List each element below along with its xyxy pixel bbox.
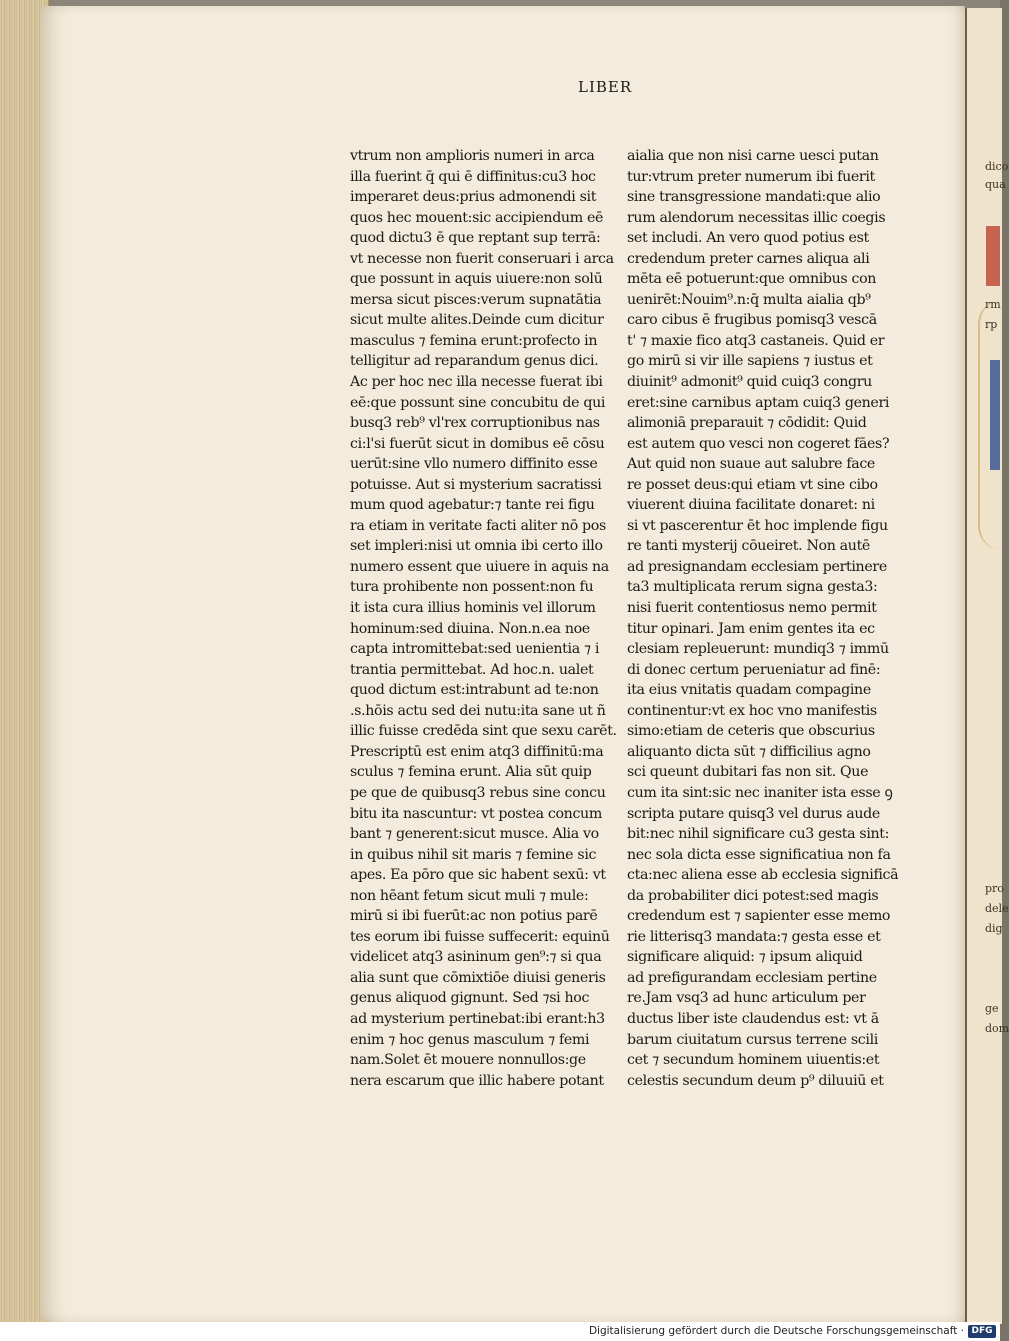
text-line: imperaret deus:prius admonendi sit	[350, 189, 597, 206]
text-line: simo:etiam de ceteris que obscurius	[627, 723, 875, 740]
text-line: Ac per hoc nec illa necesse fuerat ibi	[350, 374, 603, 391]
text-line: rum alendorum necessitas illic coegis	[627, 209, 886, 226]
text-line: eē:que possunt sine concubitu de qui	[350, 394, 606, 411]
text-line: potuisse. Aut si mysterium sacratissi	[350, 476, 602, 493]
text-line: quod dictu3 ē que reptant sup terrā:	[350, 230, 601, 247]
text-line: hominum:sed diuina. Non.n.ea noe	[350, 620, 590, 637]
text-line: significare aliquid: ⁊ ipsum aliquid	[627, 949, 863, 966]
text-line: eret:sine carnibus aptam cuiq3 generi	[627, 394, 890, 411]
text-line: telligitur ad reparandum genus dici.	[350, 353, 599, 370]
text-line: da probabiliter dici potest:sed magis	[627, 887, 879, 904]
text-line: Aut quid non suaue aut salubre face	[627, 456, 875, 473]
neighbor-fragment: ge	[985, 1002, 999, 1015]
text-line: tura prohibente non possent:non fu	[350, 579, 594, 596]
text-line: set includi. An vero quod potius est	[627, 230, 869, 247]
text-line: genus aliquod gignunt. Sed ⁊si hoc	[350, 990, 590, 1007]
text-line: alia sunt que cōmixtiōe diuisi generis	[350, 969, 606, 986]
text-line: titur opinari. Jam enim gentes ita ec	[627, 620, 875, 637]
text-line: capta intromittebat:sed uenientia ⁊ i	[350, 641, 600, 658]
text-line: cta:nec aliena esse ab ecclesia significā	[627, 867, 899, 884]
text-line: illa fuerint q̄ qui ē diffinitus:cu3 hoc	[350, 168, 596, 185]
text-line: bant ⁊ generent:sicut musce. Alia vo	[350, 826, 599, 843]
text-line: re tanti mysterij cōueiret. Non autē	[627, 538, 870, 555]
text-line: que possunt in aquis uiuere:non solū	[350, 271, 603, 288]
text-line: quos hec mouent:sic accipiendum eē	[350, 209, 604, 226]
text-line: ad presignandam ecclesiam pertinere	[627, 558, 887, 575]
neighbor-fragment: rm	[985, 298, 1001, 311]
text-line: rie litterisq3 mandata:⁊ gesta esse et	[627, 928, 881, 945]
text-line: t' ⁊ maxie fico atq3 castaneis. Quid er	[627, 332, 885, 349]
text-line: diuinit⁹ admonit⁹ quid cuiq3 congru	[627, 374, 872, 391]
right-text-column	[627, 146, 899, 1091]
neighbor-fragment: qua	[985, 178, 1006, 191]
text-line: busq3 reb⁹ vl'rex corruptionibus nas	[350, 415, 600, 432]
text-line: scripta putare quisq3 vel durus aude	[627, 805, 880, 822]
text-line: barum ciuitatum cursus terrene scili	[627, 1031, 878, 1048]
text-line: it ista cura illius hominis vel illorum	[350, 600, 596, 617]
text-line: bit:nec nihil significare cu3 gesta sint:	[627, 826, 890, 843]
text-line: vtrum non amplioris numeri in arca	[350, 148, 595, 164]
text-line: tes eorum ibi fuisse suffecerit: equinū	[350, 928, 610, 945]
text-line: cum ita sint:sic nec inaniter ista esse ꝯ	[627, 784, 893, 801]
text-line: mirū si ibi fuerūt:ac non potius parē	[350, 908, 598, 925]
text-line: set impleri:nisi ut omnia ibi certo illo	[350, 538, 603, 555]
text-line: masculus ⁊ femina erunt:profecto in	[350, 332, 598, 349]
text-line: nisi fuerit contentiosus nemo permit	[627, 600, 877, 617]
neighbor-fragment: dele	[985, 902, 1009, 915]
text-line: credendum preter carnes aliqua ali	[627, 250, 870, 267]
text-line: aliquanto dicta sūt ⁊ difficilius agno	[627, 743, 871, 760]
text-line: .s.hōis actu sed dei nutu:ita sane ut ñ	[350, 702, 606, 719]
text-line: non hēant fetum sicut muli ⁊ mule:	[350, 887, 589, 904]
text-line: clesiam repleuerunt: mundiq3 ⁊ immū	[627, 641, 889, 658]
neighbor-fragment: dig	[985, 922, 1003, 935]
text-line: in quibus nihil sit maris ⁊ femine sic	[350, 846, 597, 863]
text-line: celestis secundum deum p⁹ diluuiū et	[627, 1072, 884, 1089]
text-line: ductus liber iste claudendus est: vt ā	[627, 1010, 879, 1027]
neighbor-page	[965, 8, 1009, 1324]
text-line: nera escarum que illic habere potant	[350, 1072, 604, 1089]
footer-bar	[0, 1322, 1000, 1341]
text-line: mersa sicut pisces:verum supnatātia	[350, 291, 602, 308]
text-line: sine transgressione mandati:que alio	[627, 189, 881, 206]
text-line: re.Jam vsq3 ad hunc articulum per	[627, 990, 866, 1007]
left-text-column	[350, 146, 617, 1091]
text-line: bitu ita nascuntur: vt postea concum	[350, 805, 602, 822]
text-line: credendum est ⁊ sapienter esse memo	[627, 908, 891, 925]
text-line: re posset deus:qui etiam vt sine cibo	[627, 476, 878, 493]
text-line: trantia permittebat. Ad hoc.n. ualet	[350, 661, 594, 678]
text-line: aialia que non nisi carne uesci putan	[627, 148, 879, 164]
text-line: mēta eē potuerunt:que omnibus con	[627, 271, 877, 288]
text-line: videlicet atq3 asininum gen⁹:⁊ si qua	[350, 949, 602, 966]
text-line: apes. Ea pōro que sic habent sexū: vt	[350, 867, 606, 884]
neighbor-fragment: dico	[985, 160, 1009, 173]
text-line: nam.Solet ēt mouere nonnullos:ge	[350, 1052, 586, 1069]
text-line: numero essent que uiuere in aquis na	[350, 558, 609, 575]
text-line: sculus ⁊ femina erunt. Alia sūt quip	[350, 764, 592, 781]
text-line: alimoniā preparauit ⁊ cōdidit: Quid	[627, 415, 867, 432]
text-line: quod dictum est:intrabunt ad te:non	[350, 682, 599, 699]
text-line: enim ⁊ hoc genus masculum ⁊ femi	[350, 1031, 590, 1048]
neighbor-page-blue-initial	[990, 360, 1000, 470]
neighbor-fragment: dom	[985, 1022, 1009, 1035]
neighbor-page-red-initial	[986, 226, 1000, 286]
text-line: uenirēt:Nouim⁹.n:q̄ multa aialia qb⁹	[627, 291, 871, 308]
text-line: ci:l'si fuerūt sicut in domibus eē cōsu	[350, 435, 605, 452]
text-line: sicut multe alites.Deinde cum dicitur	[350, 312, 604, 329]
text-line: mum quod agebatur:⁊ tante rei figu	[350, 497, 595, 514]
text-line: ad mysterium pertinebat:ibi erant:h3	[350, 1010, 605, 1027]
text-line: si vt pascerentur ēt hoc implende figu	[627, 517, 888, 534]
text-line: go mirū si vir ille sapiens ⁊ iustus et	[627, 353, 873, 370]
text-line: vt necesse non fuerit conseruari i arca	[350, 250, 614, 267]
text-line: ra etiam in veritate facti aliter nō pos	[350, 517, 606, 534]
text-line: di donec certum perueniatur ad finē:	[627, 661, 881, 678]
text-line: viuerent diuina facilitate donaret: ni	[627, 497, 875, 514]
text-line: tur:vtrum preter numerum ibi fuerit	[627, 168, 875, 185]
text-line: uerūt:sine vllo numero diffinito esse	[350, 456, 598, 473]
text-line: nec sola dicta esse significatiua non fa	[627, 846, 891, 863]
footer-credit: Digitalisierung gefördert durch die Deutsche Forschungsgemeinschaft ·	[588, 1325, 964, 1337]
text-line: sci queunt dubitari fas non sit. Que	[627, 764, 869, 781]
text-line: continentur:vt ex hoc vno manifestis	[627, 702, 877, 719]
neighbor-fragment: rp	[985, 318, 998, 331]
dfg-logo: DFG	[968, 1325, 996, 1338]
text-line: ita eius vnitatis quadam compagine	[627, 682, 871, 699]
neighbor-fragment: pro	[985, 882, 1004, 895]
text-line: caro cibus ē frugibus pomisq3 vescā	[627, 312, 877, 329]
text-line: est autem quo vesci non cogeret fāes?	[627, 435, 890, 452]
text-line: Prescriptū est enim atq3 diffinitū:ma	[350, 743, 604, 760]
text-line: ta3 multiplicata rerum signa gesta3:	[627, 579, 878, 596]
text-line: cet ⁊ secundum hominem uiuentis:et	[627, 1052, 880, 1069]
text-line: pe que de quibusq3 rebus sine concu	[350, 784, 606, 801]
running-head: LIBER	[578, 78, 633, 96]
text-line: illic fuisse credēda sint que sexu carēt.	[350, 723, 617, 740]
text-line: ad prefigurandam ecclesiam pertine	[627, 969, 877, 986]
